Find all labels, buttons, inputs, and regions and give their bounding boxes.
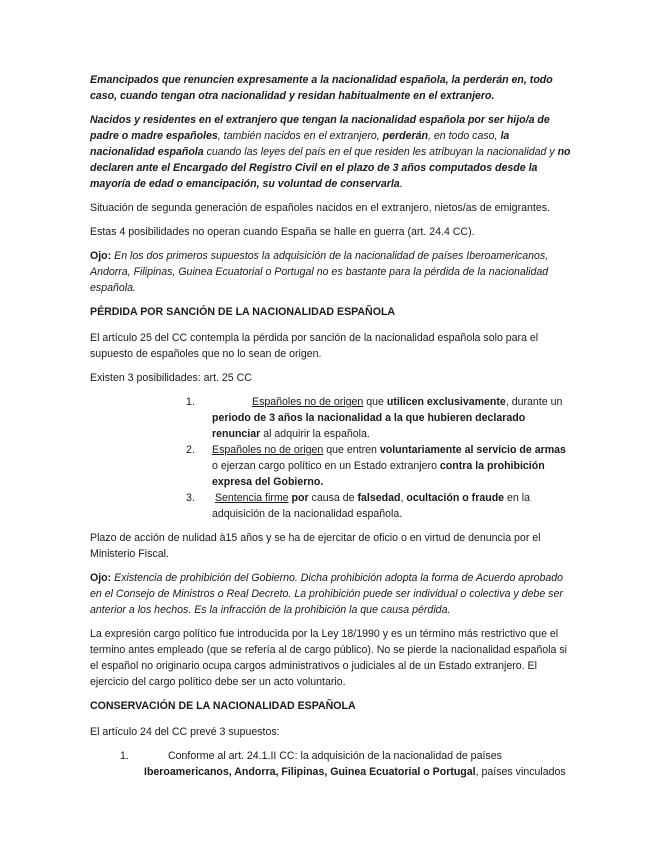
text-segment: la nacionalidad española — [90, 130, 510, 158]
list-number: 1. — [120, 750, 129, 762]
note-text: Existencia de prohibición del Gobierno. Dicha prohibición adopta la forma de Acuerdo aprobado en el Consejo de Ministros o Real Decreto. La prohibición puede ser individual o colectiva y debe ser anterior a los hechos. Es la infracción de la prohibición la que causa pérdida. — [90, 572, 564, 616]
text-segment: periodo de 3 años la nacionalidad a la que hubieren declarado renunciar — [212, 412, 526, 440]
text-segment: o ejerzan cargo político en un Estado extranjero — [212, 460, 440, 472]
text-segment: no declaren ante el Encargado del Registro Civil en el plazo de 3 años computados desde la mayoría de edad o emancipación, su voluntad de conservarla — [90, 146, 571, 190]
paragraph-nacidos-residentes — [90, 112, 572, 192]
list-item — [120, 748, 572, 780]
paragraph-emancipados — [90, 72, 572, 104]
text-segment: en la adquisición de la nacionalidad española. — [212, 492, 530, 520]
text-segment: Españoles no de origen — [212, 444, 324, 456]
text-segment: , países vinculados — [475, 766, 566, 778]
list-number: 1. — [186, 396, 195, 408]
text-segment: cuando las leyes del país en el que residen les atribuyan la nacionalidad y — [203, 146, 558, 158]
text-segment: contra la prohibición expresa del Gobierno. — [212, 460, 545, 488]
conservacion-list — [120, 748, 572, 780]
text-segment: falsedad — [357, 492, 401, 504]
section-heading-conservacion: CONSERVACIÓN DE LA NACIONALIDAD ESPAÑOLA — [90, 700, 356, 712]
text-segment: que entren — [323, 444, 380, 456]
text-segment: causa de — [308, 492, 358, 504]
list-item — [186, 442, 572, 490]
list-item — [186, 490, 572, 522]
text-segment: utilicen exclusivamente — [386, 396, 506, 408]
text-segment: , también nacidos en el extranjero, — [217, 130, 383, 142]
paragraph-articulo-24: El artículo 24 del CC prevé 3 supuestos: — [90, 726, 280, 738]
text-segment: perderán — [382, 130, 428, 142]
note-ojo-1 — [90, 248, 572, 296]
text-segment: Conforme al art. 24.1.II CC: la adquisición de la nacionalidad de países — [168, 750, 502, 762]
text-segment: Españoles no de origen — [252, 396, 364, 408]
text-segment: ocultación o fraude — [406, 492, 505, 504]
text-segment: . — [399, 178, 403, 190]
text-segment: Nacidos y residentes en el extranjero que tengan la nacionalidad española por ser hijo/a de padre o madre españoles — [90, 114, 550, 142]
paragraph-articulo-25: El artículo 25 del CC contempla la pérdida por sanción de la nacionalidad española solo para el supuesto de españoles que no lo sean de origen. — [90, 332, 539, 360]
note-text: En los dos primeros supuestos la adquisición de la nacionalidad de países Iberoamericanos, Andorra, Filipinas, Guinea Ecuatorial o Portugal no es bastante para la pérdida de la nacionalidad española. — [90, 250, 549, 294]
text-segment: al adquirir la española. — [260, 428, 370, 440]
text-segment: Iberoamericanos, Andorra, Filipinas, Guinea Ecuatorial o Portugal — [144, 766, 476, 778]
paragraph-emancipados-text: Emancipados que renuncien expresamente a la nacionalidad española, la perderán en, todo caso, cuando tengan otra nacionalidad y residan habitualmente en el extranjero. — [90, 74, 553, 102]
text-segment: voluntariamente al servicio de armas — [379, 444, 566, 456]
text-segment: Sentencia firme — [214, 492, 289, 504]
paragraph-posibilidades: Existen 3 posibilidades: art. 25 CC — [90, 372, 252, 384]
paragraph-plazo-accion: Plazo de acción de nulidad à15 años y se ha de ejercitar de oficio o en virtud de denuncia por el Ministerio Fiscal. — [90, 532, 541, 560]
note-label: Ojo: — [90, 572, 112, 584]
text-segment: que — [363, 396, 387, 408]
section-heading-perdida-sancion: PÉRDIDA POR SANCIÓN DE LA NACIONALIDAD ESPAÑOLA — [90, 306, 396, 318]
paragraph-segunda-generacion: Situación de segunda generación de españoles nacidos en el extranjero, nietos/as de emigrantes. — [90, 202, 550, 214]
document-page — [90, 72, 572, 788]
text-segment: , durante un — [505, 396, 563, 408]
text-segment: , en todo caso, — [428, 130, 501, 142]
note-ojo-2 — [90, 570, 572, 618]
list-number: 3. — [186, 492, 195, 504]
paragraph-cargo-politico: La expresión cargo político fue introducida por la Ley 18/1990 y es un término más restrictivo que el termino antes empleado (que se refería al de cargo público). No se pierde la nacionalidad española si el español no originario ocupa cargos administrativos o judiciales al de un Estado extranjero. El ejercicio del cargo político debe ser un acto voluntario. — [90, 628, 568, 688]
text-segment: por — [288, 492, 309, 504]
sancion-list — [186, 394, 572, 522]
text-segment: , — [400, 492, 407, 504]
list-number: 2. — [186, 444, 195, 456]
note-label: Ojo: — [90, 250, 112, 262]
paragraph-guerra: Estas 4 posibilidades no operan cuando España se halle en guerra (art. 24.4 CC). — [90, 226, 475, 238]
list-item — [186, 394, 572, 442]
